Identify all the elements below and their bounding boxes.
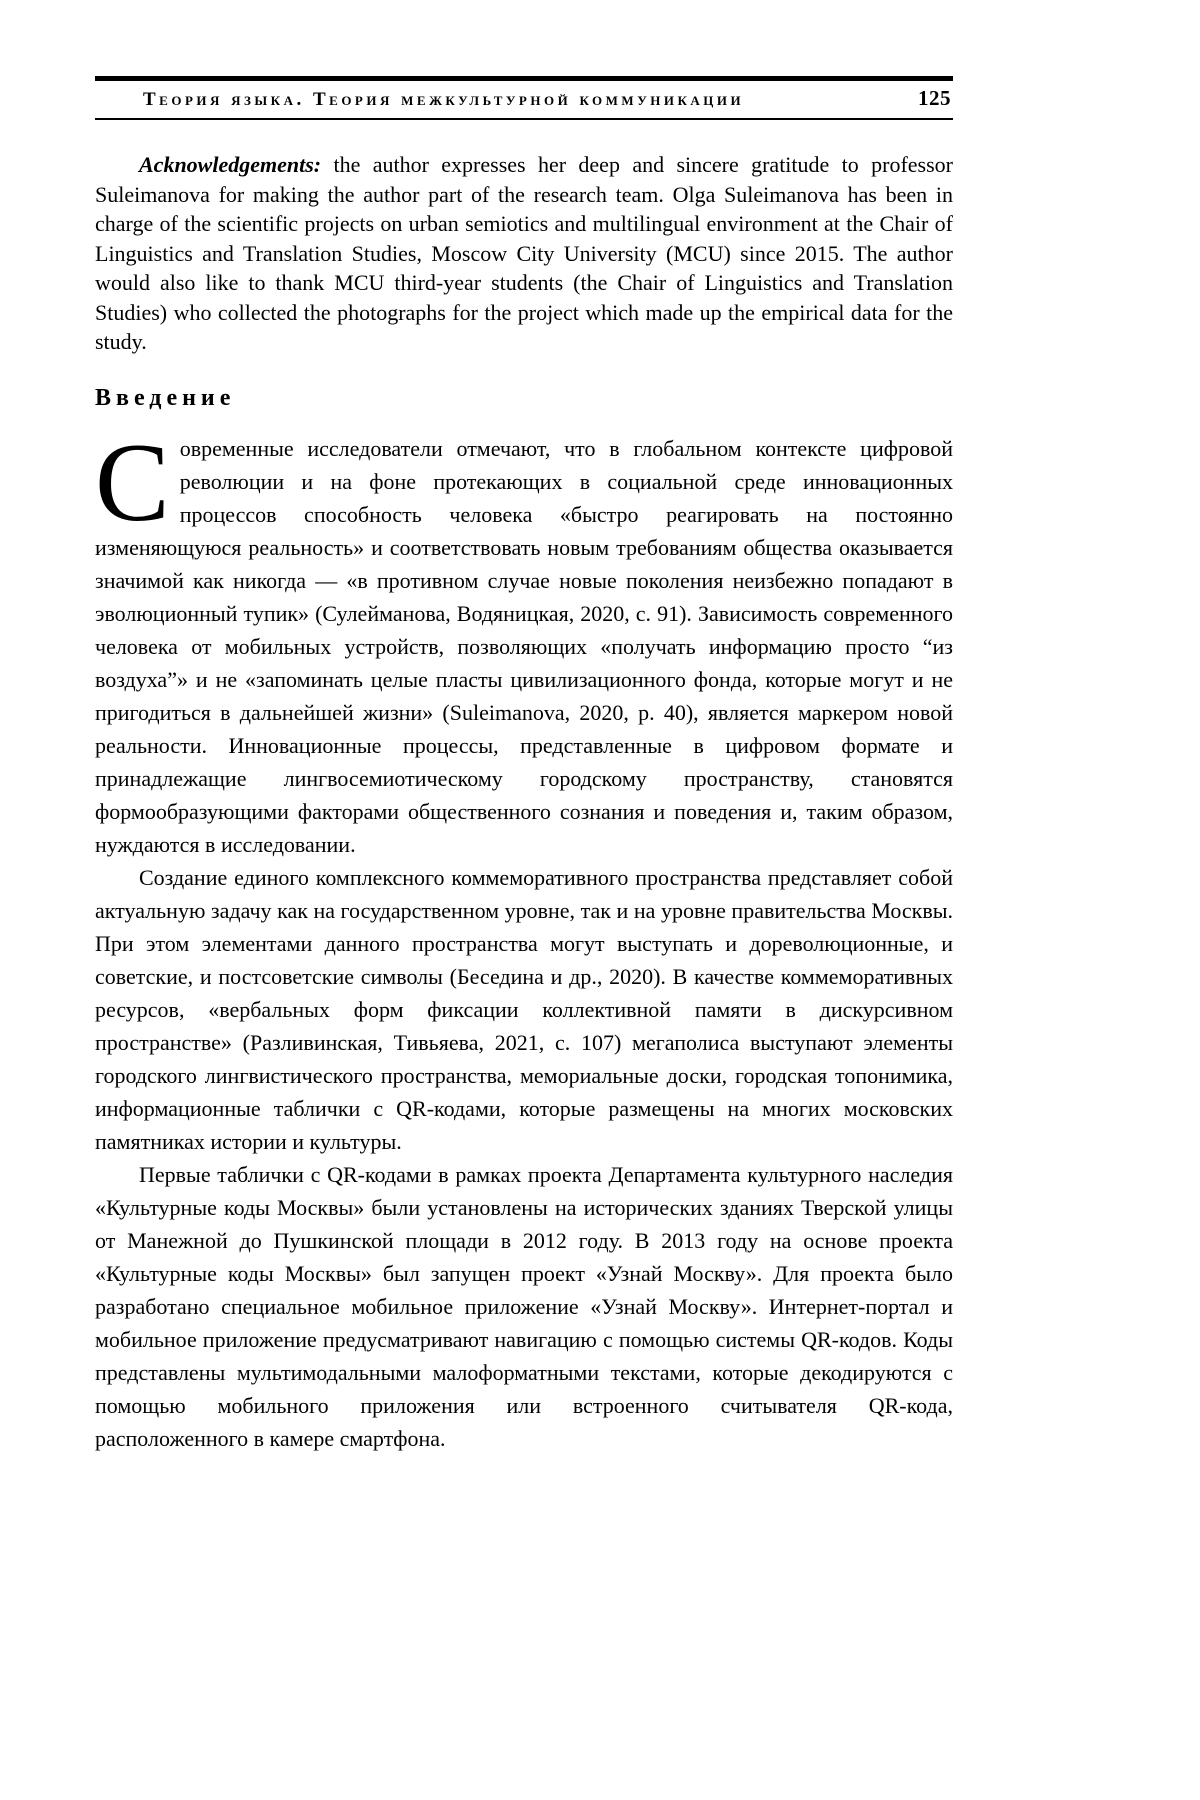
- page: [95, 76, 953, 1455]
- section-heading-introduction: Введение: [95, 384, 236, 411]
- intro-paragraph: [95, 420, 953, 861]
- running-head-title: Теория языка. Теория межкультурной коммуникации: [143, 89, 745, 110]
- paragraph-qr-plaques: Первые таблички с QR-кодами в рамках проекта Департамента культурного наследия «Культурные коды Москвы» были установлены на исторических зданиях Тверской улицы от Манежной до Пушкинской площади в 2012 году. В 2013 году на основе проекта «Культурные коды Москвы» был запущен проект «Узнай Москву». Для проекта было разработано специальное мобильное приложение «Узнай Москву». Интернет-портал и мобильное приложение предусматривают навигацию с помощью системы QR-кодов. Коды представлены мультимодальными малоформатными текстами, которые декодируются с помощью мобильного приложения или встроенного считывателя QR-кода, расположенного в камере смартфона.: [95, 1161, 953, 1451]
- intro-paragraph-text: овременные исследователи отмечают, что в глобальном контексте цифровой революции и на фоне протекающих в социальной среде инновационных процессов способность человека «быстро реагировать на постоянно изменяющуюся реальность» и соответствовать новым требованиям общества оказывается значимой как никогда — «в противном случае новые поколения неизбежно попадают в эволюционный тупик» (Сулейманова, Водяницкая, 2020, с. 91). Зависимость современного человека от мобильных устройств, позволяющих «получать информацию просто “из воздуха”» и не «запоминать целые пласты цивилизационного фонда, которые могут и не пригодиться в дальнейшей жизни» (Suleimanova, 2020, p. 40), является маркером новой реальности. Инновационные процессы, представленные в цифровом формате и принадлежащие лингвосемиотическому городскому пространству, становятся формообразующими факторами общественного сознания и поведения и, таким образом, нуждаются в исследовании.: [95, 435, 953, 857]
- acknowledgements-label: Acknowledgements:: [139, 152, 322, 177]
- page-number: 125: [918, 86, 951, 110]
- header-rule-thin: [95, 118, 953, 120]
- acknowledgements-paragraph: [95, 150, 953, 357]
- acknowledgements-text: the author expresses her deep and sincere gratitude to professor Suleimanova for making the author part of the research team. Olga Suleimanova has been in charge of the scientific projects on urban semiotics and multilingual environment at the Chair of Linguistics and Translation Studies, Moscow City University (MCU) since 2015. The author would also like to thank MCU third-year students (the Chair of Linguistics and Translation Studies) who collected the photographs for the project which made up the empirical data for the study.: [95, 152, 954, 354]
- paragraph-commemorative-space: Создание единого комплексного коммеморативного пространства представляет собой актуальную задачу как на государственном уровне, так и на уровне правительства Москвы. При этом элементами данного пространства могут выступать и дореволюционные, и советские, и постсоветские символы (Беседина и др., 2020). В качестве коммеморативных ресурсов, «вербальных форм фиксации коллективной памяти в дискурсивном пространстве» (Разливинская, Тивьяева, 2021, с. 107) мегаполиса выступают элементы городского лингвистического пространства, мемориальные доски, городская топонимика, информационные таблички с QR-кодами, которые размещены на многих московских памятниках истории и культуры.: [95, 864, 953, 1154]
- drop-cap: С: [95, 420, 170, 545]
- running-head-row: [95, 81, 953, 118]
